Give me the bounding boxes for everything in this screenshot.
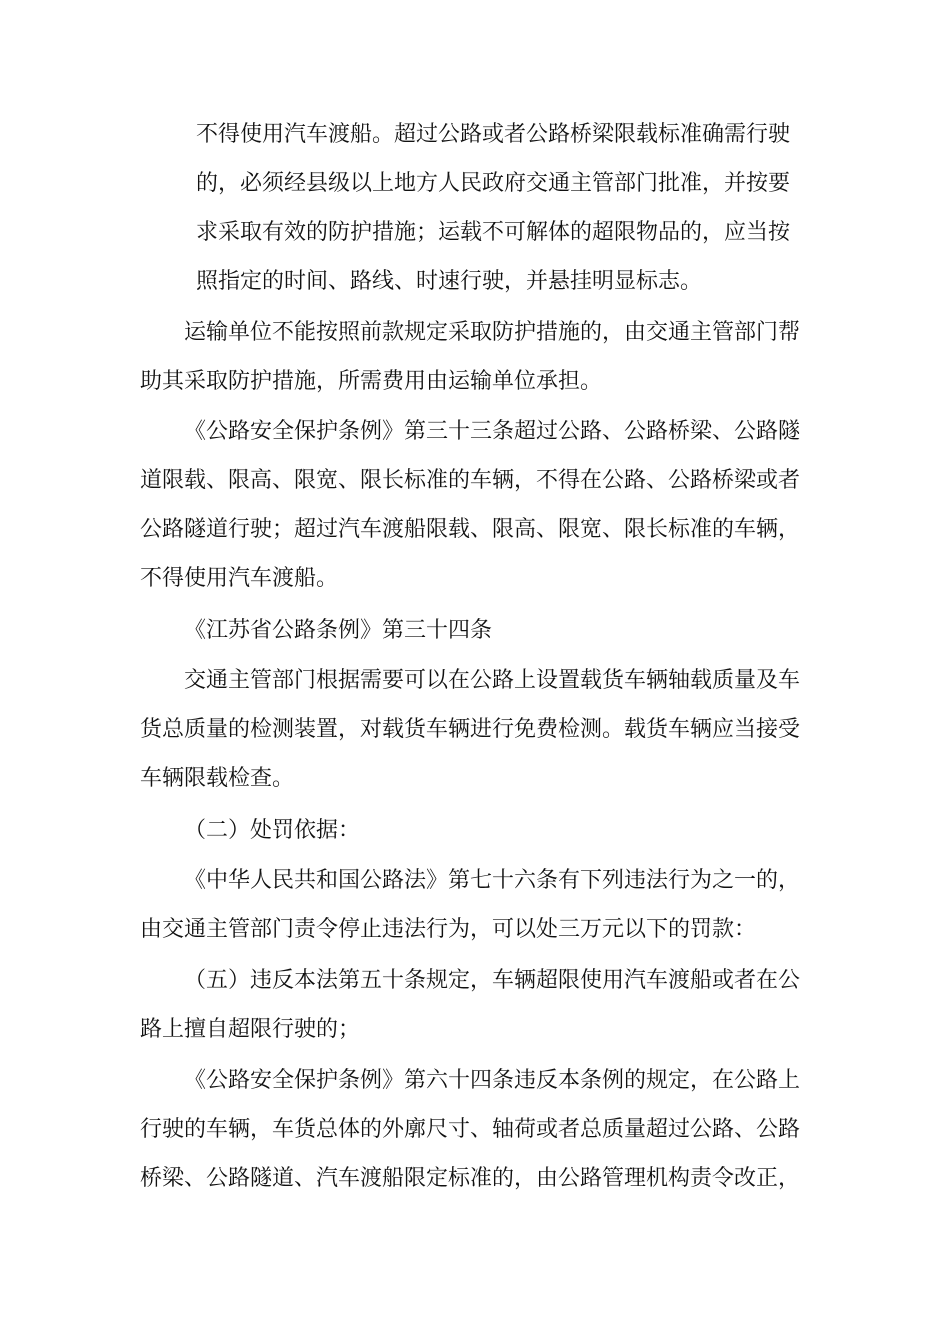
- text-line: 由交通主管部门责令停止违法行为，可以处三万元以下的罚款：: [140, 917, 757, 942]
- paragraph-regulation-64: [140, 1056, 820, 1203]
- text-line: （五）违反本法第五十条规定，车辆超限使用汽车渡船或者在公: [184, 968, 801, 993]
- text-line: （二）处罚依据：: [184, 818, 361, 843]
- text-line: 车辆限载检查。: [140, 766, 295, 791]
- text-line: 《江苏省公路条例》第三十四条: [184, 618, 493, 643]
- text-line: 求采取有效的防护措施；运载不可解体的超限物品的，应当按: [196, 220, 791, 245]
- text-line: 交通主管部门根据需要可以在公路上设置载货车辆轴载质量及车: [184, 668, 801, 693]
- text-line: 的，必须经县级以上地方人民政府交通主管部门批准，并按要: [196, 171, 791, 196]
- text-line: 《公路安全保护条例》第三十三条超过公路、公路桥梁、公路隧: [184, 419, 801, 444]
- quoted-clause: [196, 110, 816, 306]
- text-line: 助其采取防护措施，所需费用由运输单位承担。: [140, 369, 603, 394]
- text-line: 路上擅自超限行驶的；: [140, 1017, 361, 1042]
- text-line: 不得使用汽车渡船。: [140, 566, 339, 591]
- paragraph-highway-law-76: [140, 856, 820, 954]
- text-line: 运输单位不能按照前款规定采取防护措施的，由交通主管部门帮: [184, 320, 801, 345]
- text-line: 《中华人民共和国公路法》第七十六条有下列违法行为之一的，: [184, 868, 801, 893]
- section-heading-penalty-basis: [140, 806, 820, 855]
- text-line: 《公路安全保护条例》第六十四条违反本条例的规定，在公路上: [184, 1068, 801, 1093]
- paragraph-regulation-33: [140, 407, 820, 603]
- text-line: 公路隧道行驶；超过汽车渡船限载、限高、限宽、限长标准的车辆，: [140, 517, 801, 542]
- text-line: 道限载、限高、限宽、限长标准的车辆，不得在公路、公路桥梁或者: [140, 468, 801, 493]
- text-line: 货总质量的检测装置，对载货车辆进行免费检测。载货车辆应当接受: [140, 717, 801, 742]
- text-line: 不得使用汽车渡船。超过公路或者公路桥梁限载标准确需行驶: [196, 122, 791, 147]
- text-line: 照指定的时间、路线、时速行驶，并悬挂明显标志。: [196, 269, 703, 294]
- paragraph-jiangsu-34-heading: [140, 606, 820, 655]
- text-line: 桥梁、公路隧道、汽车渡船限定标准的，由公路管理机构责令改正，: [140, 1166, 801, 1191]
- paragraph-transport-unit: [140, 308, 820, 406]
- paragraph-item-5: [140, 956, 820, 1054]
- paragraph-inspection: [140, 656, 820, 803]
- text-line: 行驶的车辆，车货总体的外廓尺寸、轴荷或者总质量超过公路、公路: [140, 1117, 801, 1142]
